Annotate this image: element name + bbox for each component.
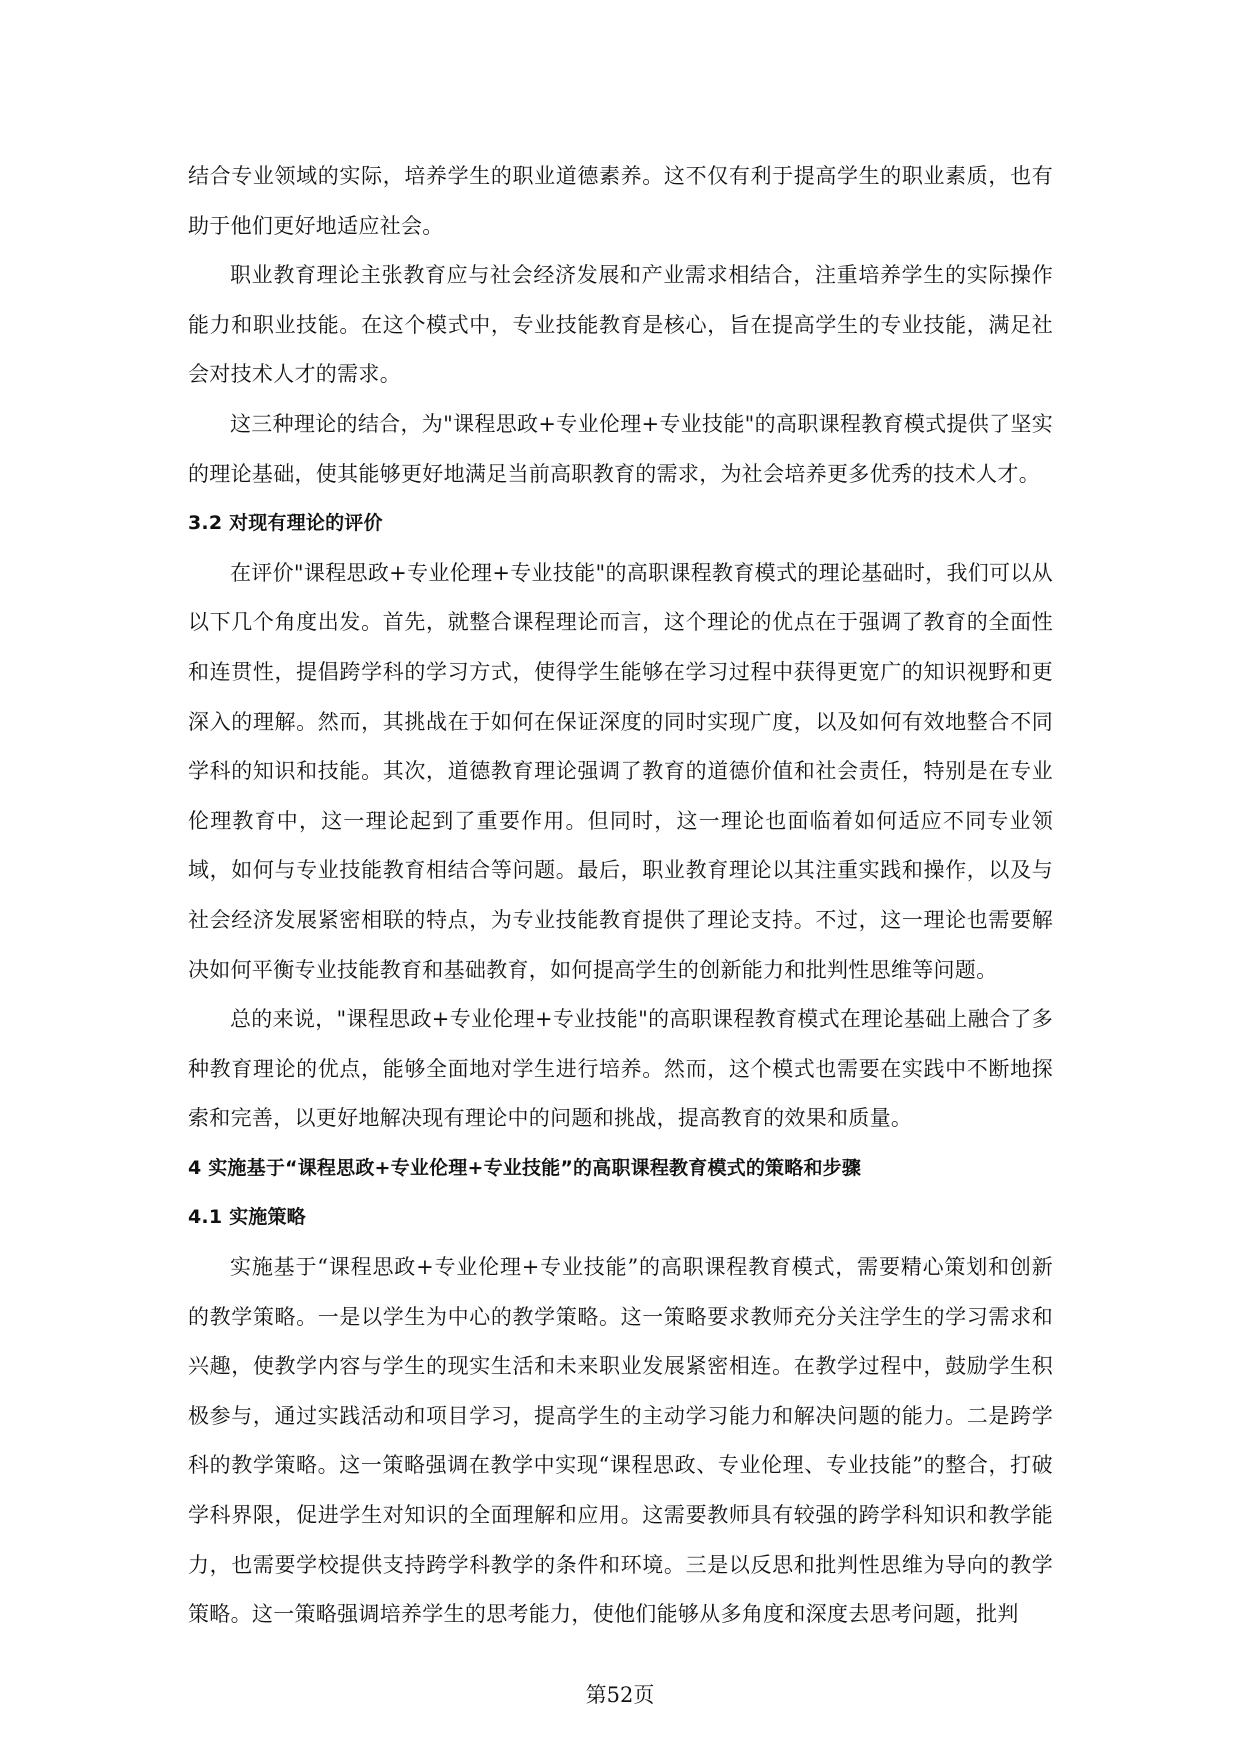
section-heading-3-2: 3.2 对现有理论的评价 [188, 512, 383, 535]
paragraph-4: 在评价"课程思政+专业伦理+专业技能"的高职课程教育模式的理论基础时，我们可以从以下几个角度出发。首先，就整合课程理论而言，这个理论的优点在于强调了教育的全面性和连贯性，提倡跨学科的学习方式，使得学生能够在学习过程中获得更宽广的知识视野和更深入的理解。然而，其挑战在于如何在保证深度的同时实现广度，以及如何有效地整合不同学科的知识和技能。其次，道德教育理论强调了教育的道德价值和社会责任，特别是在专业伦理教育中，这一理论起到了重要作用。但同时，这一理论也面临着如何适应不同专业领域，如何与专业技能教育相结合等问题。最后，职业教育理论以其注重实践和操作，以及与社会经济发展紧密相联的特点，为专业技能教育提供了理论支持。不过，这一理论也需要解决如何平衡专业技能教育和基础教育，如何提高学生的创新能力和批判性思维等问题。 [188, 560, 1053, 982]
paragraph-5: 总的来说，"课程思政+专业伦理+专业技能"的高职课程教育模式在理论基础上融合了多种教育理论的优点，能够全面地对学生进行培养。然而，这个模式也需要在实践中不断地探索和完善，以更好地解决现有理论中的问题和挑战，提高教育的效果和质量。 [188, 1007, 1053, 1131]
page-number: 第52页 [585, 1683, 655, 1707]
paragraph-6: 实施基于“课程思政+专业伦理+专业技能”的高职课程教育模式，需要精心策划和创新的教学策略。一是以学生为中心的教学策略。这一策略要求教师充分关注学生的学习需求和兴趣，使教学内容与学生的现实生活和未来职业发展紧密相连。在教学过程中，鼓励学生积极参与，通过实践活动和项目学习，提高学生的主动学习能力和解决问题的能力。二是跨学科的教学策略。这一策略强调在教学中实现“课程思政、专业伦理、专业技能”的整合，打破学科界限，促进学生对知识的全面理解和应用。这需要教师具有较强的跨学科知识和教学能力，也需要学校提供支持跨学科教学的条件和环境。三是以反思和批判性思维为导向的教学策略。这一策略强调培养学生的思考能力，使他们能够从多角度和深度去思考问题，批判 [188, 1255, 1053, 1627]
paragraph-1: 结合专业领域的实际，培养学生的职业道德素养。这不仅有利于提高学生的职业素质，也有助于他们更好地适应社会。 [188, 164, 1053, 238]
paragraph-3: 这三种理论的结合，为"课程思政+专业伦理+专业技能"的高职课程教育模式提供了坚实的理论基础，使其能够更好地满足当前高职教育的需求，为社会培养更多优秀的技术人才。 [188, 411, 1053, 486]
document-body [188, 152, 1053, 1640]
paragraph-2: 职业教育理论主张教育应与社会经济发展和产业需求相结合，注重培养学生的实际操作能力和职业技能。在这个模式中，专业技能教育是核心，旨在提高学生的专业技能，满足社会对技术人才的需求。 [188, 263, 1053, 387]
chapter-heading-4: 4 实施基于“课程思政+专业伦理+专业技能”的高职课程教育模式的策略和步骤 [188, 1156, 862, 1179]
section-heading-4-1: 4.1 实施策略 [188, 1206, 306, 1229]
